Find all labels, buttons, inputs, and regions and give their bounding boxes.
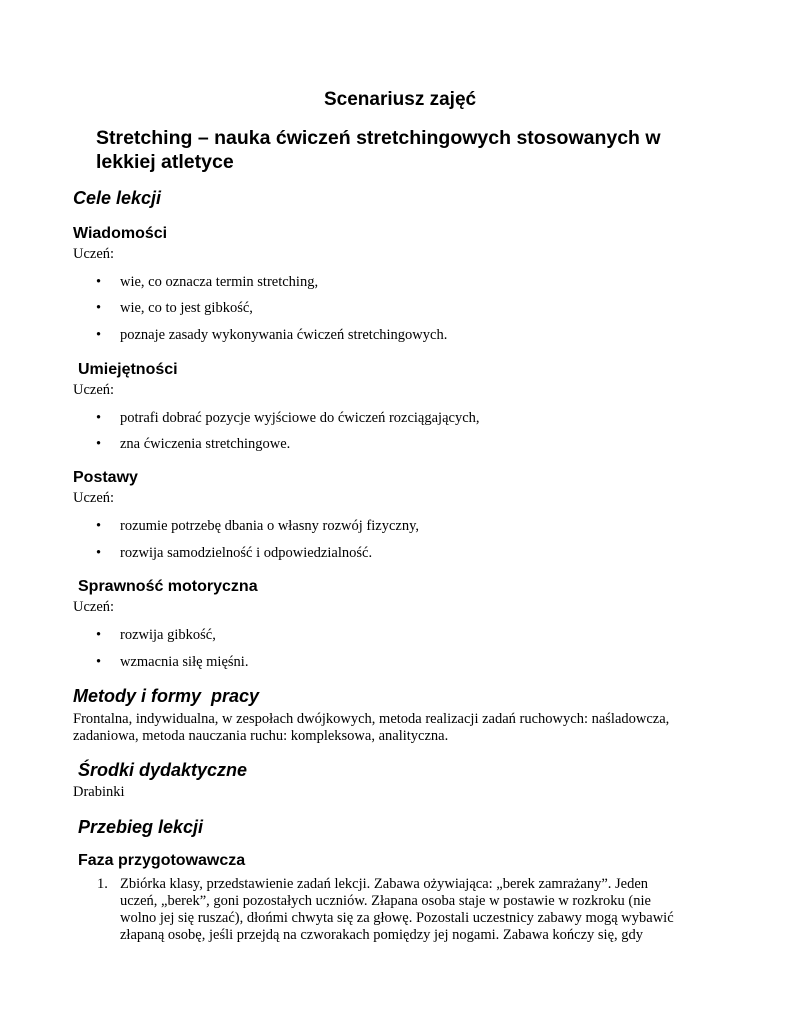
bullet-icon: • [96, 545, 102, 561]
bullet-icon: • [96, 274, 102, 290]
faza-heading: Faza przygotowawcza [78, 852, 246, 869]
cele-lekcji-heading: Cele lekcji [73, 188, 162, 208]
bullet-icon: • [96, 327, 102, 343]
list-item: • poznaje zasady wykonywania ćwiczeń stretchingowych. [96, 327, 448, 343]
metody-heading: Metody i formy pracy [73, 686, 260, 706]
faza-item-line: wolno jej się ruszać), dłońmi chwyta się za głowę. Pozostali uczestnicy zabawy mogą wybawić [120, 910, 674, 926]
document-subtitle-line2: lekkiej atletyce [96, 151, 234, 173]
umiejetnosci-lead: Uczeń: [73, 382, 115, 398]
faza-item-line: złapaną osobę, jeśli przejdą na czworakach pomiędzy jej nogami. Zabawa kończy się, gdy [120, 927, 643, 943]
faza-item-line: Zbiórka klasy, przedstawienie zadań lekcji. Zabawa ożywiająca: „berek zamrażany”. Jeden [120, 876, 649, 892]
list-item: • potrafi dobrać pozycje wyjściowe do ćwiczeń rozciągających, [96, 410, 480, 426]
faza-item-line: uczeń, „berek”, goni pozostałych uczniów. Złapana osoba staje w postawie w rozkroku (nie [120, 893, 651, 909]
bullet-icon: • [96, 436, 102, 452]
srodki-text: Drabinki [73, 784, 125, 800]
sprawnosc-heading: Sprawność motoryczna [78, 578, 258, 595]
sprawnosc-lead: Uczeń: [73, 599, 115, 615]
list-item: • rozumie potrzebę dbania o własny rozwój fizyczny, [96, 518, 420, 534]
list-item: • wie, co oznacza termin stretching, [96, 274, 319, 290]
document-subtitle-line1: Stretching – nauka ćwiczeń stretchingowych stosowanych w [96, 127, 661, 149]
document-title: Scenariusz zajęć [324, 89, 477, 110]
list-item: • zna ćwiczenia stretchingowe. [96, 436, 291, 452]
wiadomosci-lead: Uczeń: [73, 246, 115, 262]
list-number: 1. [97, 876, 108, 892]
przebieg-heading: Przebieg lekcji [78, 817, 204, 837]
umiejetnosci-heading: Umiejętności [78, 361, 178, 378]
list-item: • wzmacnia siłę mięśni. [96, 654, 249, 670]
bullet-icon: • [96, 654, 102, 670]
bullet-icon: • [96, 627, 102, 643]
metody-text-line2: zadaniowa, metoda nauczania ruchu: kompleksowa, analityczna. [73, 728, 449, 744]
postawy-heading: Postawy [73, 469, 138, 486]
bullet-icon: • [96, 518, 102, 534]
list-item: • rozwija gibkość, [96, 627, 216, 643]
list-item: • wie, co to jest gibkość, [96, 300, 253, 316]
srodki-heading: Środki dydaktyczne [78, 760, 248, 780]
metody-text-line1: Frontalna, indywidualna, w zespołach dwójkowych, metoda realizacji zadań ruchowych: naśladowcza, [73, 711, 670, 727]
list-item: • rozwija samodzielność i odpowiedzialność. [96, 545, 373, 561]
bullet-icon: • [96, 300, 102, 316]
bullet-icon: • [96, 410, 102, 426]
wiadomosci-heading: Wiadomości [73, 225, 168, 242]
postawy-lead: Uczeń: [73, 490, 115, 506]
